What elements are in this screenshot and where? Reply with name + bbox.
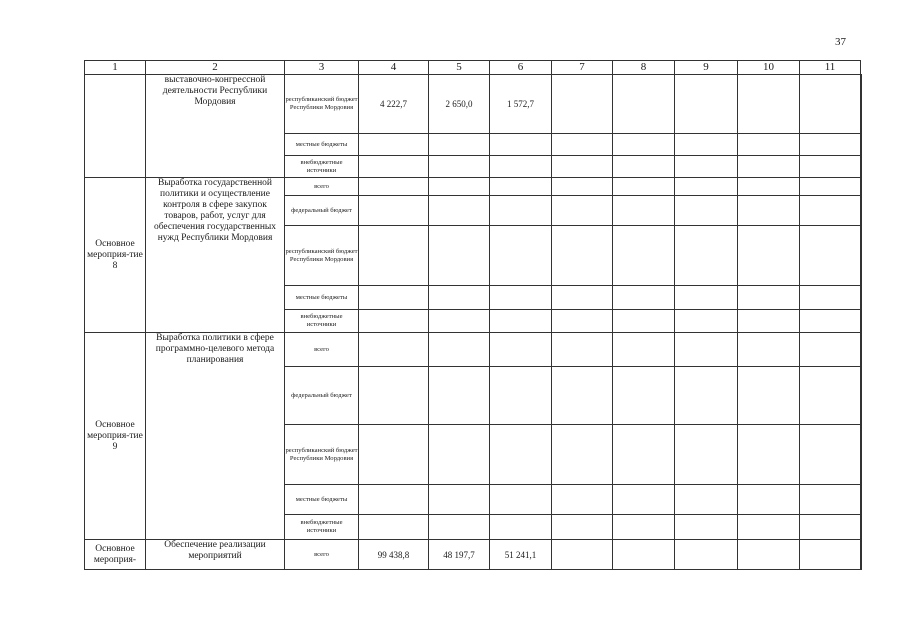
amount-cell xyxy=(552,333,613,367)
amount-cell xyxy=(613,310,675,333)
amount-cell xyxy=(613,367,675,425)
amount-cell: 1 572,7 xyxy=(490,75,552,134)
amount-cell xyxy=(861,540,862,570)
amount-cell xyxy=(675,425,738,485)
activity-label-cell: Основное мероприя- xyxy=(85,540,146,570)
amount-cell xyxy=(861,196,862,226)
amount-cell xyxy=(552,286,613,310)
column-header: 9 xyxy=(675,61,738,75)
amount-cell xyxy=(861,156,862,178)
amount-cell xyxy=(490,425,552,485)
funding-source-cell: местные бюджеты xyxy=(285,485,359,515)
amount-cell xyxy=(613,156,675,178)
amount-cell xyxy=(490,196,552,226)
amount-cell xyxy=(359,333,429,367)
amount-cell xyxy=(490,310,552,333)
activity-description-cell: Выработка политики в сфере программно-целевого метода планирования xyxy=(146,333,285,540)
amount-cell xyxy=(861,226,862,286)
amount-cell xyxy=(552,156,613,178)
amount-cell xyxy=(861,425,862,485)
amount-cell xyxy=(429,178,490,196)
amount-cell xyxy=(800,425,861,485)
amount-cell xyxy=(552,196,613,226)
funding-source-cell: внебюджетные источники xyxy=(285,310,359,333)
amount-cell xyxy=(738,226,800,286)
amount-cell xyxy=(552,515,613,540)
amount-cell xyxy=(738,196,800,226)
amount-cell xyxy=(738,485,800,515)
column-header: 7 xyxy=(552,61,613,75)
amount-cell xyxy=(738,540,800,570)
amount-cell xyxy=(552,226,613,286)
amount-cell xyxy=(675,515,738,540)
amount-cell xyxy=(490,515,552,540)
amount-cell xyxy=(613,425,675,485)
amount-cell xyxy=(613,134,675,156)
table-body xyxy=(85,75,862,570)
amount-cell xyxy=(359,515,429,540)
amount-cell xyxy=(429,286,490,310)
amount-cell xyxy=(429,425,490,485)
amount-cell xyxy=(800,485,861,515)
funding-source-cell: всего xyxy=(285,178,359,196)
amount-cell xyxy=(613,75,675,134)
amount-cell xyxy=(861,178,862,196)
amount-cell xyxy=(675,178,738,196)
header-row xyxy=(85,61,862,75)
amount-cell xyxy=(429,367,490,425)
amount-cell xyxy=(800,75,861,134)
amount-cell xyxy=(861,286,862,310)
amount-cell xyxy=(429,310,490,333)
amount-cell xyxy=(552,485,613,515)
amount-cell: 99 438,8 xyxy=(359,540,429,570)
amount-cell xyxy=(429,333,490,367)
activity-description-cell: Обеспечение реализации мероприятий xyxy=(146,540,285,570)
amount-cell xyxy=(800,367,861,425)
amount-cell xyxy=(359,178,429,196)
column-header: 2 xyxy=(146,61,285,75)
column-header: 1 xyxy=(85,61,146,75)
activity-label-cell: Основное мероприя-тие 8 xyxy=(85,178,146,333)
amount-cell xyxy=(675,485,738,515)
amount-cell xyxy=(675,134,738,156)
amount-cell xyxy=(675,196,738,226)
activity-label-cell: Основное мероприя-тие 9 xyxy=(85,333,146,540)
amount-cell xyxy=(800,226,861,286)
amount-cell xyxy=(613,226,675,286)
amount-cell xyxy=(429,226,490,286)
amount-cell xyxy=(359,310,429,333)
funding-source-cell: республиканский бюджет Республики Мордовия xyxy=(285,75,359,134)
amount-cell xyxy=(359,226,429,286)
column-header: 10 xyxy=(738,61,800,75)
amount-cell xyxy=(861,333,862,367)
page-number: 37 xyxy=(835,36,846,48)
amount-cell xyxy=(490,226,552,286)
amount-cell xyxy=(552,367,613,425)
amount-cell xyxy=(613,178,675,196)
column-header: 3 xyxy=(285,61,359,75)
amount-cell xyxy=(861,75,862,134)
amount-cell xyxy=(613,540,675,570)
funding-source-cell: местные бюджеты xyxy=(285,286,359,310)
amount-cell xyxy=(738,367,800,425)
amount-cell xyxy=(675,75,738,134)
table-row xyxy=(85,75,862,134)
funding-source-cell: внебюджетные источники xyxy=(285,156,359,178)
amount-cell xyxy=(359,485,429,515)
amount-cell xyxy=(552,310,613,333)
amount-cell xyxy=(552,75,613,134)
amount-cell xyxy=(800,333,861,367)
table-row xyxy=(85,540,862,570)
amount-cell xyxy=(552,425,613,485)
amount-cell: 51 241,1 xyxy=(490,540,552,570)
column-header: 6 xyxy=(490,61,552,75)
amount-cell xyxy=(552,178,613,196)
amount-cell xyxy=(613,196,675,226)
amount-cell xyxy=(738,310,800,333)
amount-cell xyxy=(490,178,552,196)
amount-cell xyxy=(613,286,675,310)
amount-cell xyxy=(359,196,429,226)
amount-cell xyxy=(861,134,862,156)
amount-cell xyxy=(359,425,429,485)
table-row xyxy=(85,333,862,367)
funding-source-cell: местные бюджеты xyxy=(285,134,359,156)
activity-description-cell: Выработка государственной политики и осуществление контроля в сфере закупок товаров, работ, услуг для обеспечения государственных нужд Республики Мордовия xyxy=(146,178,285,333)
amount-cell xyxy=(429,156,490,178)
amount-cell: 48 197,7 xyxy=(429,540,490,570)
amount-cell xyxy=(675,226,738,286)
activity-label-cell xyxy=(85,75,146,178)
amount-cell xyxy=(861,515,862,540)
amount-cell xyxy=(490,333,552,367)
amount-cell xyxy=(490,286,552,310)
column-header: 4 xyxy=(359,61,429,75)
amount-cell xyxy=(861,485,862,515)
amount-cell: 2 650,0 xyxy=(429,75,490,134)
funding-source-cell: республиканский бюджет Республики Мордовия xyxy=(285,425,359,485)
amount-cell xyxy=(429,485,490,515)
amount-cell xyxy=(429,134,490,156)
amount-cell xyxy=(490,156,552,178)
amount-cell xyxy=(490,134,552,156)
budget-table xyxy=(84,60,862,570)
amount-cell xyxy=(800,134,861,156)
amount-cell xyxy=(738,333,800,367)
amount-cell xyxy=(800,310,861,333)
amount-cell xyxy=(675,333,738,367)
amount-cell xyxy=(800,540,861,570)
amount-cell xyxy=(861,310,862,333)
amount-cell xyxy=(738,156,800,178)
amount-cell xyxy=(429,196,490,226)
table-row xyxy=(85,178,862,196)
amount-cell xyxy=(738,178,800,196)
amount-cell xyxy=(800,156,861,178)
amount-cell xyxy=(738,75,800,134)
activity-description-cell: выставочно-конгрессной деятельности Республики Мордовия xyxy=(146,75,285,178)
funding-source-cell: внебюджетные источники xyxy=(285,515,359,540)
funding-source-cell: всего xyxy=(285,540,359,570)
funding-source-cell: федеральный бюджет xyxy=(285,367,359,425)
amount-cell xyxy=(490,485,552,515)
amount-cell xyxy=(861,367,862,425)
amount-cell xyxy=(552,540,613,570)
amount-cell xyxy=(359,156,429,178)
amount-cell xyxy=(800,178,861,196)
amount-cell xyxy=(490,367,552,425)
amount-cell xyxy=(359,134,429,156)
amount-cell xyxy=(359,367,429,425)
amount-cell xyxy=(359,286,429,310)
amount-cell xyxy=(552,134,613,156)
amount-cell: 4 222,7 xyxy=(359,75,429,134)
amount-cell xyxy=(800,286,861,310)
amount-cell xyxy=(675,540,738,570)
amount-cell xyxy=(738,515,800,540)
column-header: 5 xyxy=(429,61,490,75)
column-header: 8 xyxy=(613,61,675,75)
amount-cell xyxy=(613,515,675,540)
amount-cell xyxy=(800,515,861,540)
amount-cell xyxy=(613,485,675,515)
column-header: 11 xyxy=(800,61,861,75)
amount-cell xyxy=(675,367,738,425)
amount-cell xyxy=(800,196,861,226)
amount-cell xyxy=(738,425,800,485)
funding-source-cell: всего xyxy=(285,333,359,367)
amount-cell xyxy=(675,156,738,178)
amount-cell xyxy=(738,286,800,310)
amount-cell xyxy=(613,333,675,367)
funding-source-cell: федеральный бюджет xyxy=(285,196,359,226)
amount-cell xyxy=(675,286,738,310)
amount-cell xyxy=(429,515,490,540)
amount-cell xyxy=(738,134,800,156)
funding-source-cell: республиканский бюджет Республики Мордовия xyxy=(285,226,359,286)
amount-cell xyxy=(675,310,738,333)
